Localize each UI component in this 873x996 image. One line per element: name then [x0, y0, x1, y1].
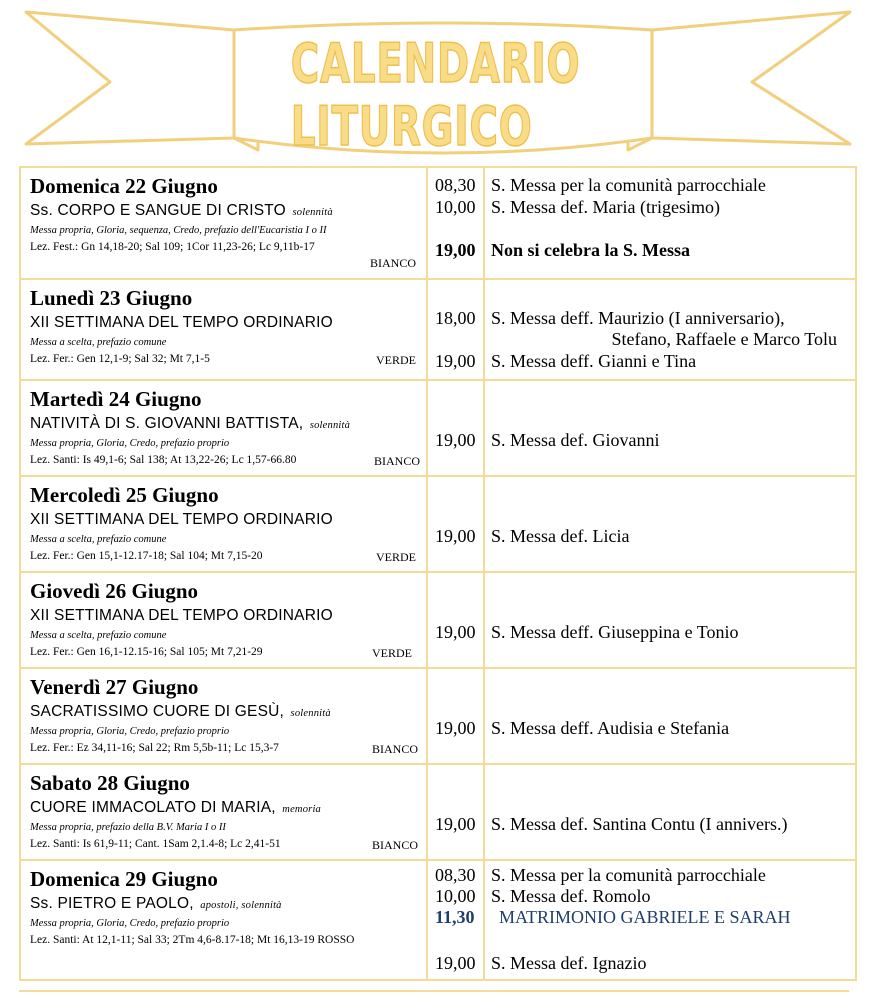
feast-title: XII SETTIMANA DEL TEMPO ORDINARIO [30, 607, 333, 624]
time-cell [427, 764, 484, 860]
mass-intention: S. Messa per la comunità parrocchiale [491, 865, 766, 885]
readings: Lez. Fest.: Gn 14,18-20; Sal 109; 1Cor 11,23-26; Lc 9,11b-17 [30, 241, 315, 253]
readings: Lez. Fer.: Gen 15,1-12.17-18; Sal 104; Mt 7,15-20 [30, 550, 263, 562]
mass-time: 19,00 [435, 953, 476, 973]
readings: Lez. Santi: Is 49,1-6; Sal 138; At 13,22-26; Lc 1,57-66.80 [30, 454, 297, 466]
mass-time: 19,00 [435, 718, 476, 738]
table-row [20, 167, 856, 279]
mass-intention: S. Messa deff. Audisia e Stefania [491, 718, 730, 738]
mass-intention-highlight: MATRIMONIO GABRIELE E SARAH [499, 907, 791, 927]
liturgical-color: VERDE [376, 353, 416, 367]
time-cell [427, 279, 484, 380]
day-name: Martedì 24 Giugno [30, 387, 202, 411]
intention-cell [484, 279, 856, 380]
mass-intention-continued: Stefano, Raffaele e Marco Tolu [611, 329, 837, 349]
day-cell [20, 279, 427, 380]
mass-time: 19,00 [435, 430, 476, 450]
feast-title: XII SETTIMANA DEL TEMPO ORDINARIO [30, 511, 333, 528]
day-name: Sabato 28 Giugno [30, 771, 190, 795]
mass-intention: S. Messa per la comunità parrocchiale [491, 175, 766, 195]
mass-notes: Messa propria, Gloria, Credo, prefazio proprio [30, 726, 230, 737]
feast-title: NATIVITÀ DI S. GIOVANNI BATTISTA, solennità [30, 415, 351, 432]
readings: Lez. Santi: At 12,1-11; Sal 33; 2Tm 4,6-8.17-18; Mt 16,13-19 ROSSO [30, 934, 355, 946]
feast-title: XII SETTIMANA DEL TEMPO ORDINARIO [30, 314, 333, 331]
table-row [20, 572, 856, 668]
mass-time: 10,00 [435, 886, 476, 906]
day-cell [20, 167, 427, 279]
mass-time: 19,00 [435, 526, 476, 546]
mass-time: 19,00 [435, 814, 476, 834]
mass-time: 18,00 [435, 308, 476, 328]
time-cell [427, 167, 484, 279]
table-row [20, 764, 856, 860]
mass-intention: S. Messa def. Romolo [491, 886, 651, 906]
day-cell [20, 668, 427, 764]
time-cell [427, 380, 484, 476]
day-name: Domenica 29 Giugno [30, 867, 218, 891]
mass-notes: Messa propria, Gloria, sequenza, Credo, prefazio dell'Eucaristia I o II [30, 225, 327, 236]
intention-cell [484, 764, 856, 860]
time-cell [427, 668, 484, 764]
mass-intention: S. Messa def. Giovanni [491, 430, 660, 450]
mass-intention: S. Messa def. Licia [491, 526, 630, 546]
intention-cell [484, 476, 856, 572]
liturgical-color: ROSSO [317, 934, 355, 946]
mass-time: 19,00 [435, 622, 476, 642]
intention-cell [484, 668, 856, 764]
bottom-divider [19, 990, 849, 992]
liturgical-color: VERDE [372, 646, 412, 660]
liturgical-color: BIANCO [369, 256, 416, 270]
mass-notes: Messa a scelta, prefazio comune [30, 337, 167, 348]
feast-rank: solennità [290, 708, 331, 719]
mass-intention: S. Messa deff. Maurizio (I anniversario), [491, 308, 785, 328]
mass-notes: Messa propria, prefazio della B.V. Maria I o II [30, 822, 226, 833]
readings: Lez. Fer.: Ez 34,11-16; Sal 22; Rm 5,5b-11; Lc 15,3-7 [30, 742, 279, 754]
day-cell [20, 476, 427, 572]
intention-cell [484, 572, 856, 668]
liturgical-color: VERDE [376, 550, 416, 564]
page-title: CALENDARIO LITURGICO [290, 32, 581, 158]
table-row [20, 279, 856, 380]
day-name: Mercoledì 25 Giugno [30, 483, 219, 507]
feast-rank: memoria [282, 804, 322, 815]
day-cell [20, 764, 427, 860]
feast-rank: solennità [309, 420, 351, 431]
mass-notes: Messa propria, Gloria, Credo, prefazio proprio [30, 918, 230, 929]
day-name: Lunedì 23 Giugno [30, 286, 193, 310]
mass-time: 19,00 [435, 240, 476, 260]
mass-intention: S. Messa deff. Giuseppina e Tonio [491, 622, 739, 642]
liturgical-color: BIANCO [373, 454, 420, 468]
mass-notes: Messa propria, Gloria, Credo, prefazio proprio [30, 438, 230, 449]
liturgical-color: BIANCO [371, 838, 418, 852]
table-row [20, 476, 856, 572]
feast-rank: solennità [292, 207, 333, 218]
table-row [20, 860, 856, 980]
day-cell [20, 572, 427, 668]
feast-title: SACRATISSIMO CUORE DI GESÙ, solennità [30, 703, 331, 720]
mass-notes: Messa a scelta, prefazio comune [30, 630, 167, 641]
day-name: Giovedì 26 Giugno [30, 579, 199, 603]
intention-cell [484, 167, 856, 279]
calendar-table [19, 166, 857, 981]
feast-rank: apostoli, solennità [200, 900, 282, 911]
mass-notes: Messa a scelta, prefazio comune [30, 534, 167, 545]
mass-intention: S. Messa def. Ignazio [491, 953, 647, 973]
mass-intention: S. Messa def. Maria (trigesimo) [491, 197, 720, 217]
readings: Lez. Santi: Is 61,9-11; Cant. 1Sam 2,1.4-8; Lc 2,41-51 [30, 838, 281, 850]
readings: Lez. Fer.: Gen 12,1-9; Sal 32; Mt 7,1-5 [30, 353, 210, 365]
feast-title: Ss. PIETRO E PAOLO, apostoli, solennità [30, 895, 282, 912]
readings: Lez. Fer.: Gen 16,1-12.15-16; Sal 105; Mt 7,21-29 [30, 646, 263, 658]
day-name: Venerdì 27 Giugno [30, 675, 199, 699]
mass-intention: S. Messa deff. Gianni e Tina [491, 351, 697, 371]
mass-intention: Non si celebra la S. Messa [491, 240, 690, 260]
mass-time: 19,00 [435, 351, 476, 371]
feast-title: CUORE IMMACOLATO DI MARIA, memoria [30, 799, 322, 816]
mass-time: 08,30 [435, 175, 476, 195]
mass-intention: S. Messa def. Santina Contu (I annivers.) [491, 814, 788, 834]
day-cell [20, 860, 427, 980]
intention-cell [484, 380, 856, 476]
time-cell [427, 860, 484, 980]
liturgical-color: BIANCO [371, 742, 418, 756]
table-row [20, 668, 856, 764]
banner [0, 0, 873, 160]
intention-cell [484, 860, 856, 980]
mass-time: 10,00 [435, 197, 476, 217]
day-cell [20, 380, 427, 476]
time-cell [427, 476, 484, 572]
mass-time: 08,30 [435, 865, 476, 885]
table-row [20, 380, 856, 476]
mass-time: 11,30 [435, 907, 475, 927]
feast-title: Ss. CORPO E SANGUE DI CRISTO solennità [30, 202, 333, 219]
time-cell [427, 572, 484, 668]
day-name: Domenica 22 Giugno [30, 174, 218, 198]
